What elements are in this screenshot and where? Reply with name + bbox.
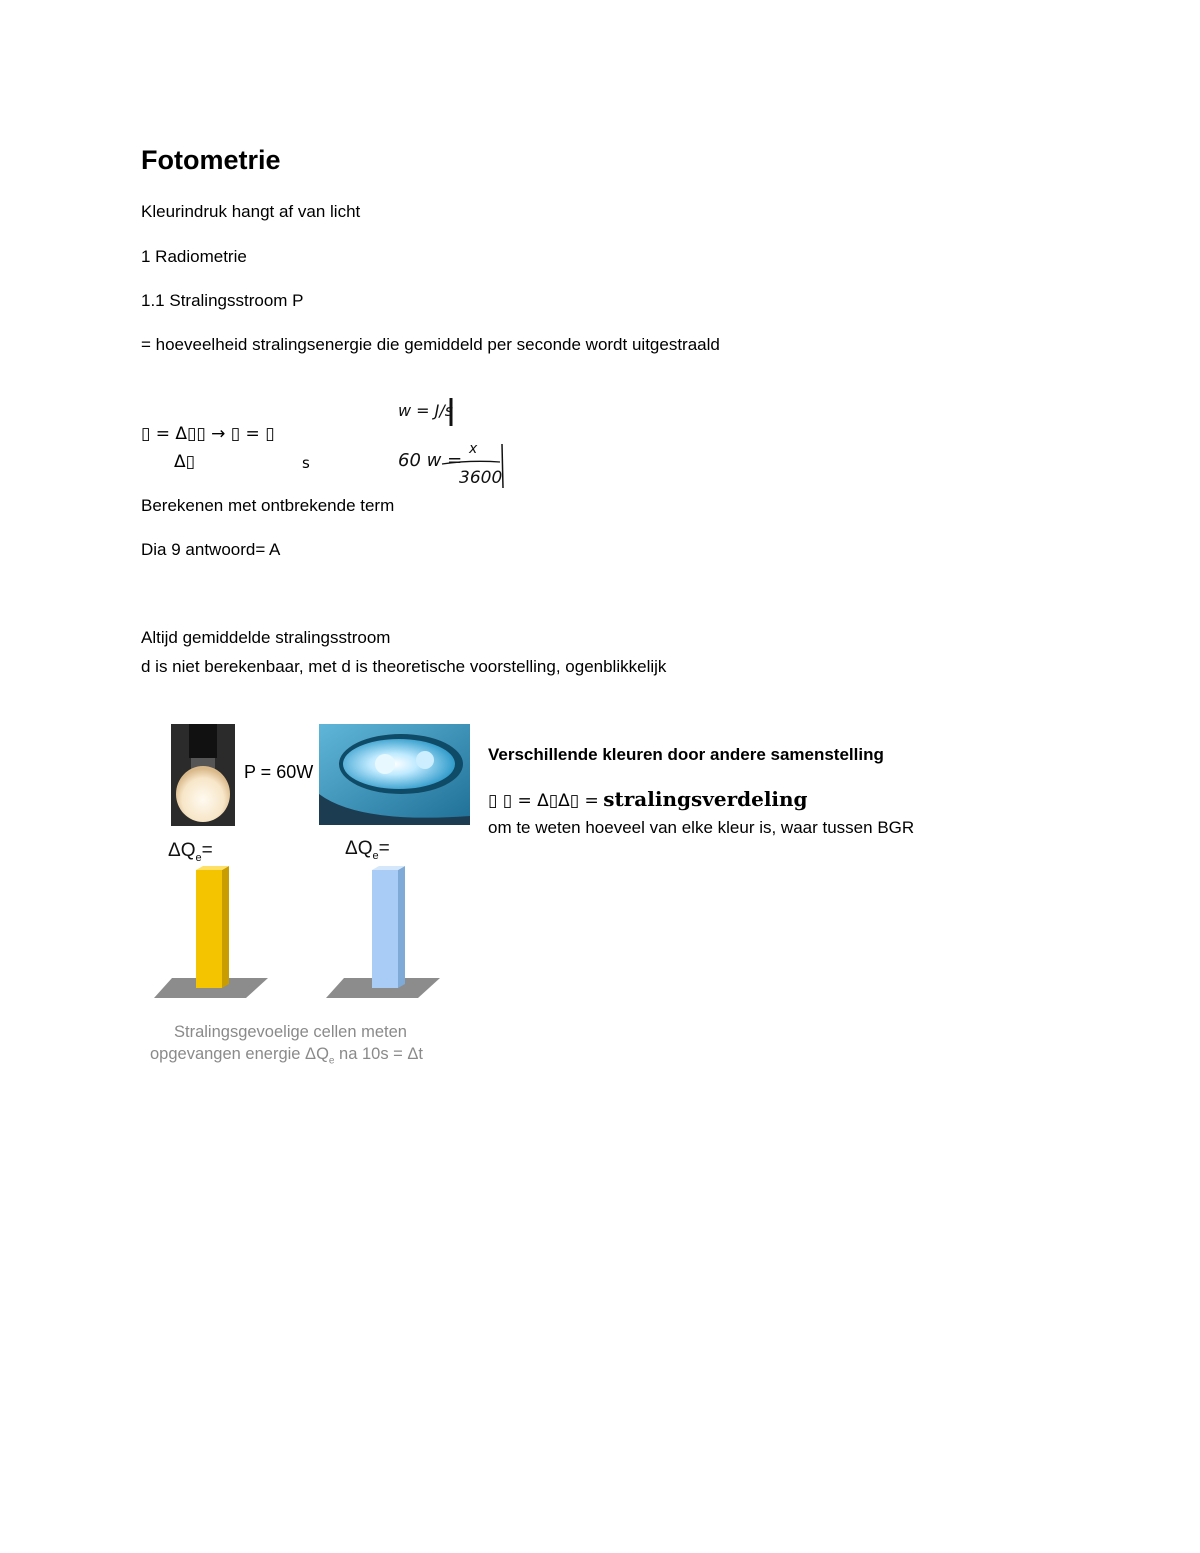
hand-w-line: w = J/s	[398, 401, 454, 420]
delta-q-left-label: $\Delta Q_e=$	[168, 840, 213, 864]
page-title: Fotometrie	[141, 145, 281, 175]
hand-bar-mark	[444, 396, 456, 428]
right-formula-symbols: ▯ ▯ = Δ▯Δ▯ =	[488, 791, 599, 811]
bar-left-side	[222, 866, 229, 988]
right-formula-word: stralingsverdeling	[603, 787, 808, 811]
text-berekenen: Berekenen met ontbrekende term	[141, 496, 395, 515]
text-definitie: = hoeveelheid stralingsenergie die gemiddeld per seconde wordt uitgestraald	[141, 335, 720, 354]
delta-q-right-label: $\Delta Q_e=$	[345, 838, 390, 862]
formula-main: ▯ = Δ▯▯ → ▯ = ▯	[141, 424, 275, 444]
hand-denominator: 3600	[459, 468, 503, 488]
headlight-image	[319, 724, 470, 825]
text-dia9: Dia 9 antwoord= A	[141, 540, 281, 559]
power-label: P = 60W	[244, 762, 314, 782]
hand-sixty-line: 60 w =	[398, 450, 463, 471]
right-formula	[488, 787, 808, 811]
energy-bars	[150, 860, 450, 1005]
right-explanation: om te weten hoeveel van elke kleur is, waar tussen BGR	[488, 818, 915, 837]
text-kleurindruk: Kleurindruk hangt af van licht	[141, 202, 361, 221]
text-altijd: Altijd gemiddelde stralingsstroom	[141, 628, 391, 647]
bar-right-side	[398, 866, 405, 988]
text-d-niet: d is niet berekenbaar, met d is theoretische voorstelling, ogenblikkelijk	[141, 657, 667, 676]
light-bulb-image	[171, 724, 235, 826]
formula-unit: s	[302, 454, 310, 472]
bar-left	[196, 870, 222, 988]
figure-caption-line1: Stralingsgevoelige cellen meten	[174, 1023, 407, 1041]
bar-right	[372, 870, 398, 988]
heading-stralingsstroom: 1.1 Stralingsstroom P	[141, 291, 304, 310]
figure-caption-line2: opgevangen energie $\Delta Q_e$ na 10s = Δt	[150, 1045, 424, 1067]
hand-numerator: x	[469, 441, 478, 457]
right-heading: Verschillende kleuren door andere samenstelling	[488, 745, 884, 764]
heading-radiometrie: 1 Radiometrie	[141, 247, 247, 266]
formula-denominator: Δ▯	[174, 452, 195, 472]
